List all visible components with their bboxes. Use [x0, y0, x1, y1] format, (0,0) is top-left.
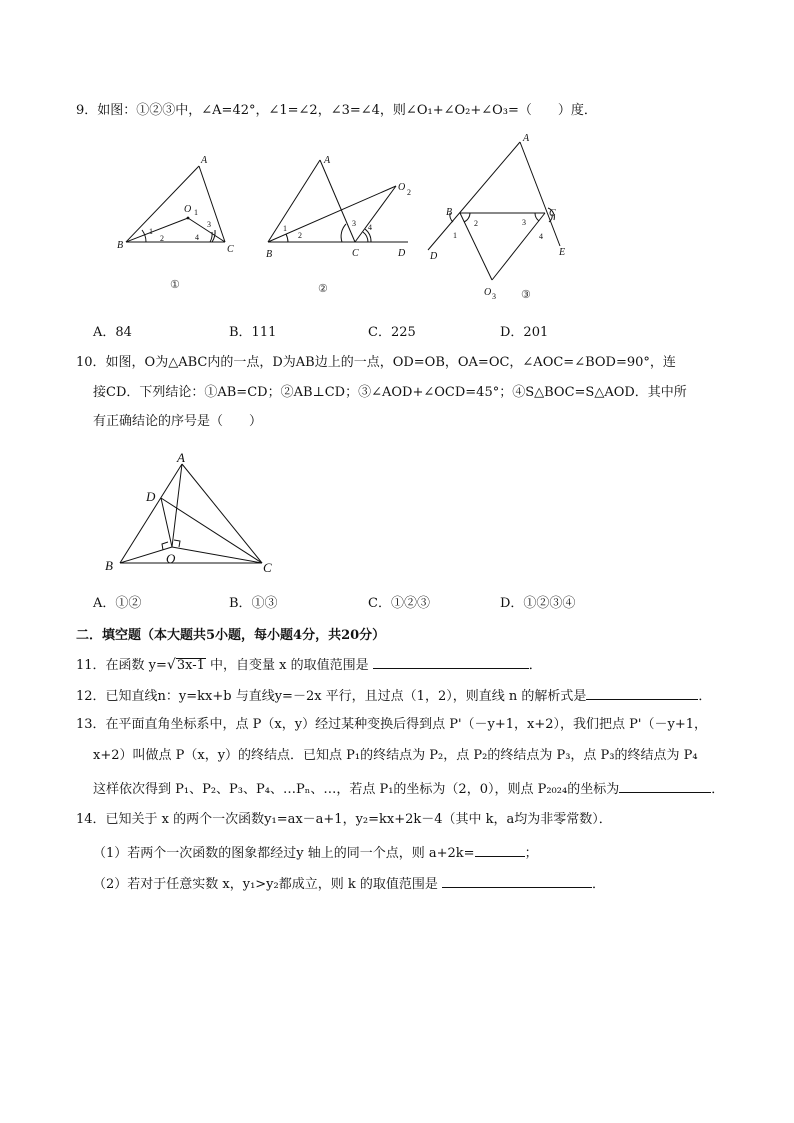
q10-option-b[interactable]: B．①③: [229, 596, 278, 611]
q10-option-c[interactable]: C．①②③: [368, 596, 430, 611]
f3-angle-3: 3: [522, 218, 526, 227]
f1-angle-2: 2: [160, 234, 164, 243]
q14-part-1: （1）若两个一次函数的图象都经过y 轴上的同一个点，则 a+2k= ；: [93, 842, 538, 863]
f2-angle-4: 4: [368, 223, 372, 232]
q11-answer-blank[interactable]: [373, 654, 529, 669]
q10-line-1: 10．如图，O为△ABC内的一点，D为AB边上的一点，OD=OB，OA=OC，∠AOC=∠BOD=90°，连: [76, 355, 676, 370]
q13-line-3: 这样依次得到 P₁、P₂、P₃、P₄、…Pₙ、…，若点 P₁的坐标为（2，0），则点 P₂₀₂₄的坐标为 ．: [93, 778, 724, 799]
f1-label-b: B: [117, 240, 124, 251]
q11-radicand: 3x-1: [176, 658, 205, 673]
q10-figure: [100, 448, 285, 578]
q11-line: 11．在函数 y=√3x-1 中，自变量 x 的取值范围是 ．: [76, 654, 542, 675]
f2-label-b: B: [266, 249, 273, 260]
q13-line-1: 13．在平面直角坐标系中，点 P（x，y）经过某种变换后得到点 P'（－y+1，x+2），我们把点 P'（－y+1，: [76, 717, 708, 732]
f1-label-o: O: [184, 204, 192, 215]
q10-fig-label-d: D: [146, 489, 156, 504]
q12-answer-blank[interactable]: [586, 685, 698, 700]
f3-label-b: B: [446, 207, 453, 218]
q9-option-c[interactable]: C．225: [368, 325, 416, 340]
q9-figure-1: [112, 150, 242, 295]
f3-label-d: D: [430, 251, 438, 262]
f2-angle-1: 1: [283, 224, 287, 233]
f2-label-c: C: [352, 248, 359, 259]
q9-figure-2: [258, 150, 423, 300]
f3-label-o: O: [484, 287, 492, 298]
q10-fig-label-c: C: [263, 560, 272, 575]
q9-option-a[interactable]: A．84: [93, 325, 132, 340]
f3-angle-1: 1: [453, 231, 457, 240]
q14-stem: 14．已知关于 x 的两个一次函数y₁=ax－a+1，y₂=kx+2k－4（其中 k，a均为非零常数）．: [76, 812, 612, 827]
section-2-heading: 二．填空题（本大题共5小题，每小题4分，共20分）: [76, 628, 386, 643]
f3-label-e: E: [559, 247, 566, 258]
f2-angle-2: 2: [298, 231, 302, 240]
f3-label-a: A: [523, 133, 530, 144]
q10-option-d[interactable]: D．①②③④: [500, 596, 576, 611]
f2-label-d: D: [398, 248, 406, 259]
f3-label-c: C: [549, 208, 556, 219]
q11-post: 中，自变量 x 的取值范围是: [205, 658, 369, 673]
q10-fig-label-a: A: [177, 450, 185, 465]
q13-answer-blank[interactable]: [619, 778, 711, 793]
q10-option-a[interactable]: A．①②: [93, 596, 142, 611]
f1-label-c: C: [227, 244, 234, 255]
q9-figure-3: [420, 128, 580, 306]
q10-fig-label-b: B: [105, 558, 113, 573]
f3-caption: ③: [521, 288, 531, 301]
f3-angle-4: 4: [539, 232, 543, 241]
q9-option-d[interactable]: D．201: [500, 325, 549, 340]
q13-line-2: x+2）叫做点 P（x，y）的终结点．已知点 P₁的终结点为 P₂，点 P₂的终结点为 P₃，点 P₃的终结点为 P₄: [93, 748, 698, 763]
f2-angle-3: 3: [352, 219, 356, 228]
q10-fig-label-o: O: [166, 551, 176, 566]
q12-line: 12．已知直线n：y=kx+b 与直线y=－2x 平行，且过点（1，2），则直线 n 的解析式是 ．: [76, 685, 711, 706]
q11-pre: 11．在函数 y=: [76, 658, 167, 673]
q10-line-2: 接CD．下列结论：①AB=CD；②AB⊥CD；③∠AOD+∠OCD=45°；④S△BOC=S△AOD．其中所: [93, 385, 687, 400]
q14-part-2-blank[interactable]: [442, 873, 592, 888]
q9-option-b[interactable]: B．111: [229, 325, 277, 340]
f1-label-o-sub: 1: [194, 208, 198, 217]
f1-label-a: A: [201, 155, 208, 166]
f1-caption: ①: [170, 278, 180, 291]
f3-angle-2: 2: [474, 219, 478, 228]
f2-label-o: O: [398, 182, 406, 193]
f2-label-a: A: [324, 155, 331, 166]
q14-part-2: （2）若对于任意实数 x，y₁>y₂都成立，则 k 的取值范围是 ．: [93, 873, 605, 894]
f2-label-o-sub: 2: [407, 188, 411, 197]
q12-text: 12．已知直线n：y=kx+b 与直线y=－2x 平行，且过点（1，2），则直线 n 的解析式是: [76, 689, 587, 704]
f3-label-o-sub: 3: [492, 292, 496, 301]
q13-line-3-text: 这样依次得到 P₁、P₂、P₃、P₄、…Pₙ、…，若点 P₁的坐标为（2，0），则点 P₂₀₂₄的坐标为: [93, 782, 620, 797]
f1-angle-3: 3: [207, 220, 211, 229]
q14-part-1-blank[interactable]: [475, 842, 525, 857]
f1-angle-4: 4: [195, 233, 199, 242]
f2-caption: ②: [318, 282, 328, 295]
f1-angle-1: 1: [149, 227, 153, 236]
q10-line-3: 有正确结论的序号是（ ）: [93, 414, 263, 429]
q9-stem: 9．如图：①②③中，∠A=42°，∠1=∠2，∠3=∠4，则∠O₁+∠O₂+∠O₃=（ ）度．: [76, 103, 597, 118]
